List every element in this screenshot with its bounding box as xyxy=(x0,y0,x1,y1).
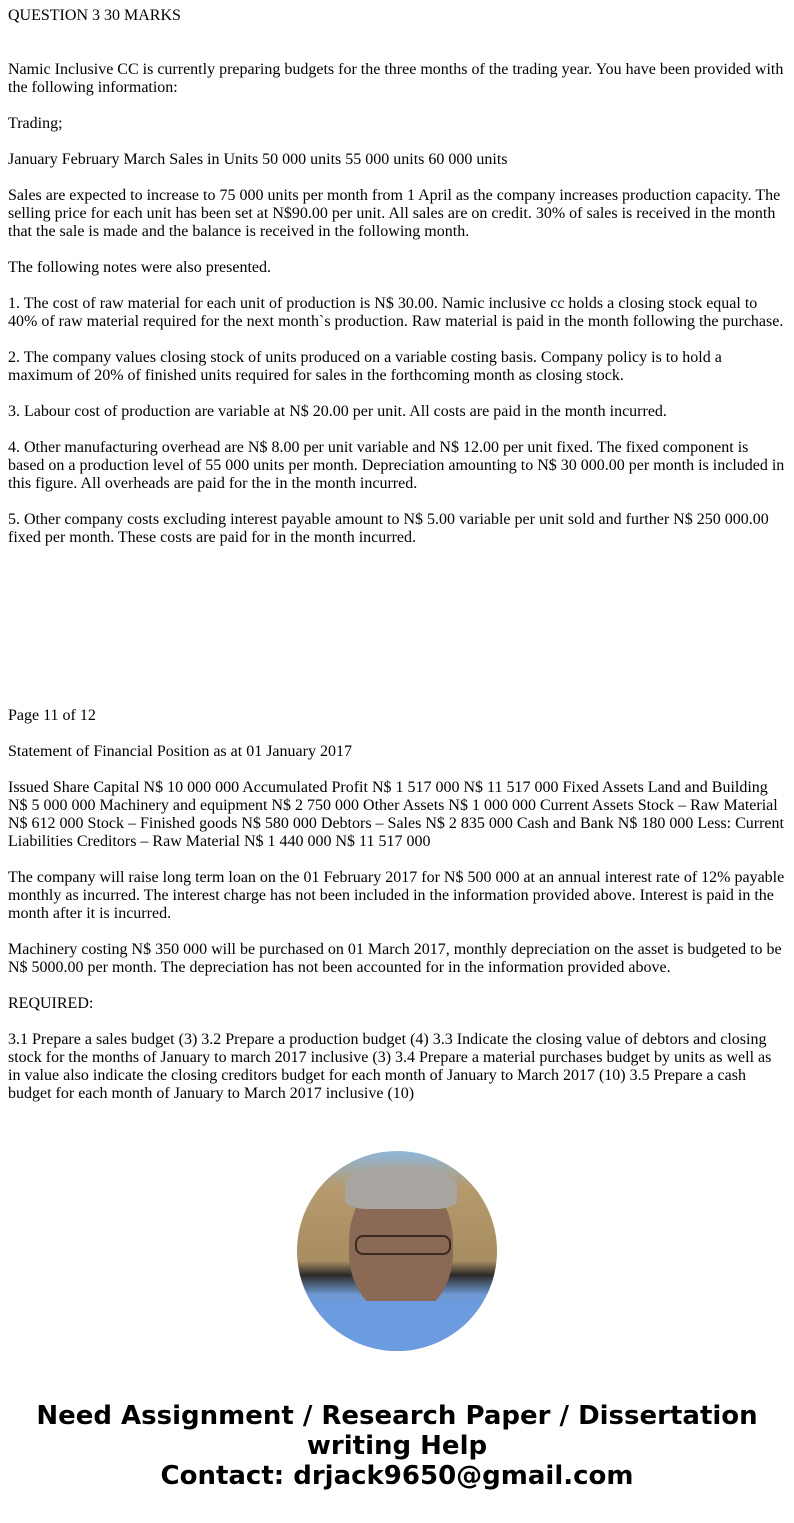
promo-footer xyxy=(0,1401,794,1491)
statement-title: Statement of Financial Position as at 01 January 2017 xyxy=(8,743,352,760)
paragraph: Machinery costing N$ 350 000 will be purchased on 01 March 2017, monthly depreciation on the asset is budgeted to be N$ 5000.00 per month. The depreciation has not been accounted for in the information provided above. xyxy=(8,941,782,976)
paragraph: January February March Sales in Units 50 000 units 55 000 units 60 000 units xyxy=(8,151,508,168)
note-2: 2. The company values closing stock of units produced on a variable costing basis. Company policy is to hold a maximum of 20% of finished units required for sales in the forthcoming month as closing stock. xyxy=(8,349,722,384)
note-1: 1. The cost of raw material for each unit of production is N$ 30.00. Namic inclusive cc holds a closing stock equal to 40% of raw material required for the next month`s production. Raw material is paid in the month following the purchase. xyxy=(8,295,784,330)
required-tasks: 3.1 Prepare a sales budget (3) 3.2 Prepare a production budget (4) 3.3 Indicate the closing value of debtors and closing stock for the months of January to march 2017 inclusive (3) 3.4 Prepare a material purchases budget by units as well as in value also indicate the closing creditors budget for each month of January to March 2017 (10) 3.5 Prepare a cash budget for each month of January to March 2017 inclusive (10) xyxy=(8,1031,772,1102)
contact-email: Contact: drjack9650@gmail.com xyxy=(160,1461,634,1491)
note-4: 4. Other manufacturing overhead are N$ 8.00 per unit variable and N$ 12.00 per unit fixed. The fixed component is based on a production level of 55 000 units per month. Depreciation amounting to N$ 30 000.00 per month is included in this figure. All overheads are paid for the in the month incurred. xyxy=(8,439,785,492)
section-trading xyxy=(8,61,786,547)
section-financial-position xyxy=(8,707,786,1103)
required-heading: REQUIRED: xyxy=(8,995,94,1012)
paragraph: Namic Inclusive CC is currently preparing budgets for the three months of the trading year. You have been provided with the following information: xyxy=(8,61,784,96)
paragraph: Sales are expected to increase to 75 000 units per month from 1 April as the company increases production capacity. The selling price for each unit has been set at N$90.00 per unit. All sales are on credit. 30% of sales is received in the month that the sale is made and the balance is received in the following month. xyxy=(8,187,781,240)
paragraph: The company will raise long term loan on the 01 February 2017 for N$ 500 000 at an annual interest rate of 12% payable monthly as incurred. The interest charge has not been included in the information provided above. Interest is paid in the month after it is incurred. xyxy=(8,869,785,922)
glasses xyxy=(355,1235,451,1255)
note-3: 3. Labour cost of production are variable at N$ 20.00 per unit. All costs are paid in the month incurred. xyxy=(8,403,667,420)
paragraph: The following notes were also presented. xyxy=(8,259,272,276)
promo-text: Need Assignment / Research Paper / Dissertation writing Help xyxy=(36,1401,758,1461)
statement-body: Issued Share Capital N$ 10 000 000 Accumulated Profit N$ 1 517 000 N$ 11 517 000 Fixed Assets Land and Building N$ 5 000 000 Machinery and equipment N$ 2 750 000 Other Assets N$ 1 000 000 Current Assets Stock – Raw Material N$ 612 000 Stock – Finished goods N$ 580 000 Debtors – Sales N$ 2 835 000 Cash and Bank N$ 180 000 Less: Current Liabilities Creditors – Raw Material N$ 1 440 000 N$ 11 517 000 xyxy=(8,779,784,850)
page-number: Page 11 of 12 xyxy=(8,707,96,724)
avatar-photo xyxy=(297,1151,497,1351)
paragraph: Trading; xyxy=(8,115,63,132)
question-heading: QUESTION 3 30 MARKS xyxy=(8,7,181,24)
note-5: 5. Other company costs excluding interest payable amount to N$ 5.00 variable per unit sold and further N$ 250 000.00 fixed per month. These costs are paid for in the month incurred. xyxy=(8,511,769,546)
